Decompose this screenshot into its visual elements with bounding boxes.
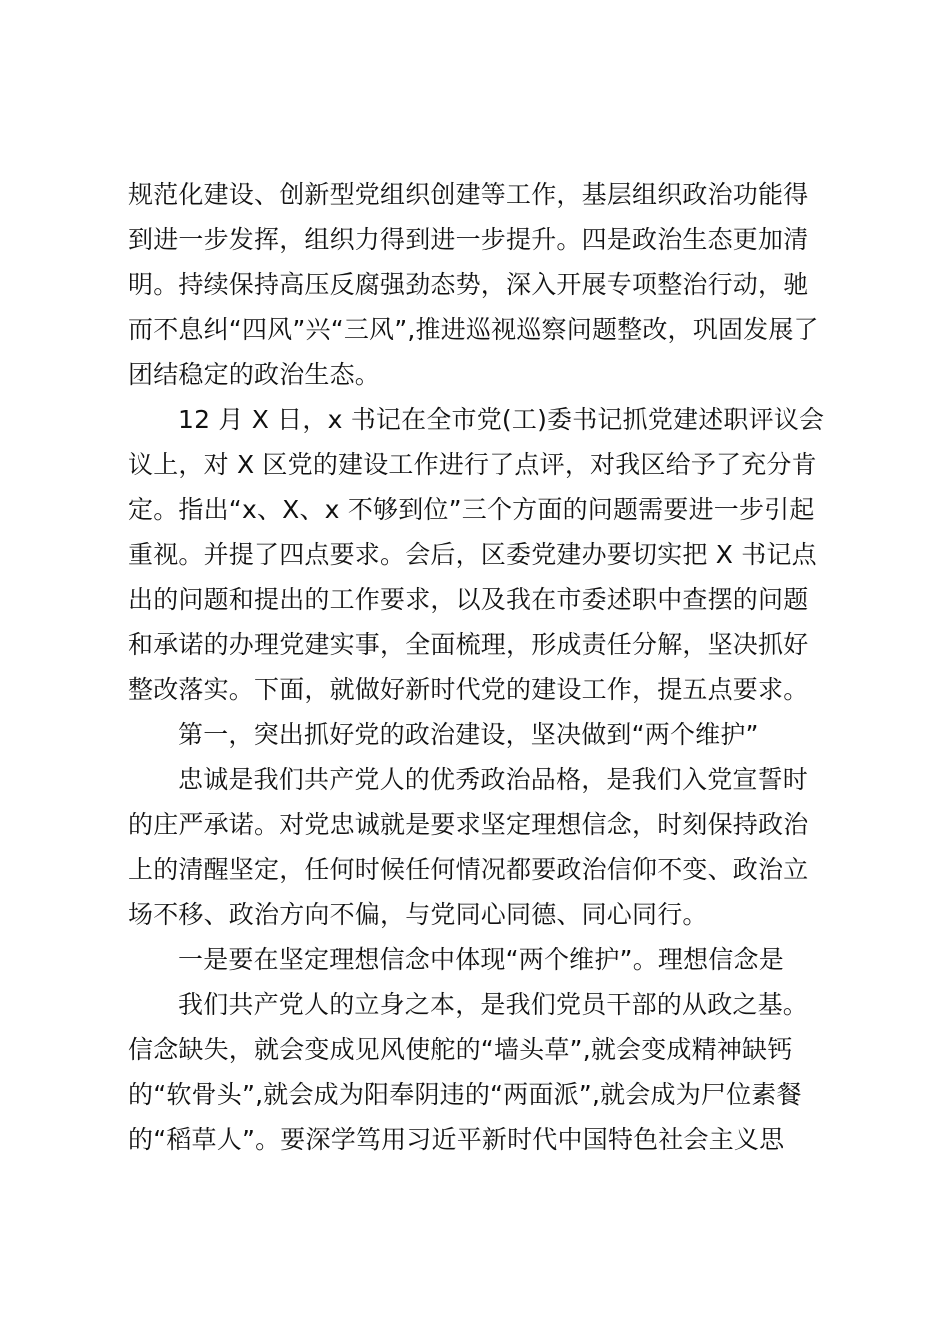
text-line: 而不息纠“四风”兴“三风”,推进巡视巡察问题整改，巩固发展了 — [128, 315, 819, 344]
text-line: 上的清醒坚定，任何时候任何情况都要政治信仰不变、政治立 — [128, 855, 809, 884]
text-line: 重视。并提了四点要求。会后，区委党建办要切实把 X 书记点 — [128, 540, 817, 569]
text-line: 团结稳定的政治生态。 — [128, 360, 381, 389]
text-line: 议上，对 X 区党的建设工作进行了点评，对我区给予了充分肯 — [128, 450, 817, 479]
text-line: 一是要在坚定理想信念中体现“两个维护”。理想信念是 — [178, 945, 784, 974]
text-line: 到进一步发挥，组织力得到进一步提升。四是政治生态更加清 — [128, 225, 809, 254]
text-line: 信念缺失，就会变成见风使舵的“墙头草”,就会变成精神缺钙 — [128, 1035, 793, 1064]
text-line: 12 月 X 日，x 书记在全市党(工)委书记抓党建述职评议会 — [178, 405, 825, 434]
text-line: 的“稻草人”。要深学笃用习近平新时代中国特色社会主义思 — [128, 1125, 785, 1154]
text-line: 整改落实。下面，就做好新时代党的建设工作，提五点要求。 — [128, 675, 809, 704]
text-line: 明。持续保持高压反腐强劲态势，深入开展专项整治行动，驰 — [128, 270, 809, 299]
text-line: 和承诺的办理党建实事，全面梳理，形成责任分解，坚决抓好 — [128, 630, 809, 659]
text-line: 我们共产党人的立身之本，是我们党员干部的从政之基。 — [178, 990, 809, 1019]
text-line: 忠诚是我们共产党人的优秀政治品格，是我们入党宣誓时 — [178, 765, 809, 794]
text-line: 规范化建设、创新型党组织创建等工作，基层组织政治功能得 — [128, 180, 809, 209]
text-line: 的庄严承诺。对党忠诚就是要求坚定理想信念，时刻保持政治 — [128, 810, 809, 839]
text-line: 的“软骨头”,就会成为阳奉阴违的“两面派”,就会成为尸位素餐 — [128, 1080, 802, 1109]
text-line: 场不移、政治方向不偏，与党同心同德、同心同行。 — [128, 900, 708, 929]
text-line: 出的问题和提出的工作要求，以及我在市委述职中查摆的问题 — [128, 585, 809, 614]
document-body — [128, 172, 828, 1162]
text-line: 第一，突出抓好党的政治建设，坚决做到“两个维护” — [178, 720, 759, 749]
text-line: 定。指出“x、X、x 不够到位”三个方面的问题需要进一步引起 — [128, 495, 815, 524]
